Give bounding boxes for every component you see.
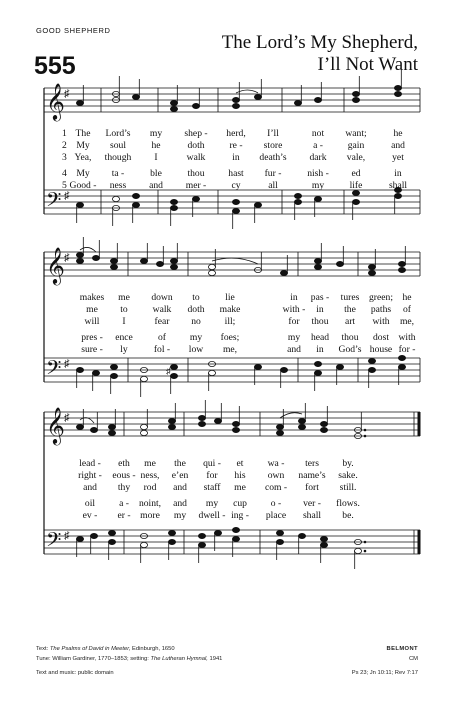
lyric-syllable: walk <box>152 304 172 315</box>
text-credit: Text: The Psalms of David in Meeter, Edinburgh, 1650 <box>36 646 175 652</box>
tune-credit: Tune: William Gardiner, 1770–1853; setting: The Lutheran Hymnal, 1941 <box>36 656 223 662</box>
lyric-syllable: low <box>188 344 204 355</box>
lyric-syllable: store <box>263 140 283 151</box>
scripture-reference: Ps 23; Jn 10:11; Rev 7:17 <box>351 670 418 676</box>
lyric-syllable: to <box>192 292 200 303</box>
lyric-syllable: my <box>149 128 163 139</box>
lyric-syllable: shall <box>302 510 322 521</box>
lyric-syllable: My <box>76 168 90 179</box>
verse-number: 4 <box>62 168 67 179</box>
lyric-syllable: staff <box>203 482 221 493</box>
lyric-syllable: ence <box>115 332 133 343</box>
lyric-syllable: nish - <box>307 168 329 179</box>
lyric-syllable: I <box>154 152 158 163</box>
lyric-syllable: he <box>151 140 161 151</box>
lyric-syllable: and <box>83 482 97 493</box>
lyric-syllable: thy <box>117 482 131 493</box>
treble-clef-icon: 𝄞 <box>46 247 65 283</box>
lyric-syllable: ver - <box>303 498 321 509</box>
lyric-syllable: own <box>267 470 285 481</box>
lyric-syllable: me <box>86 304 98 315</box>
lyric-syllable: makes <box>79 292 105 303</box>
lyric-syllable: sure - <box>81 344 103 355</box>
lyric-syllable: ing - <box>231 510 249 521</box>
lyric-syllable: ness, <box>140 470 160 481</box>
notes <box>76 237 405 397</box>
lyric-syllable: thou <box>311 316 329 327</box>
lyric-syllable: with <box>398 332 416 343</box>
lyric-syllable: though <box>104 152 132 163</box>
lyric-syllable: cup <box>233 498 247 509</box>
lyric-syllable: by. <box>342 458 354 469</box>
lyric-syllable: in <box>290 292 298 303</box>
lyric-syllable: no <box>191 316 201 327</box>
lyric-syllable: wa - <box>267 458 285 469</box>
bass-clef-icon: 𝄢 <box>46 358 62 384</box>
lyric-syllable: walk <box>186 152 206 163</box>
lyric-syllable: God’s <box>338 344 362 355</box>
lyric-syllable: herd, <box>226 128 246 139</box>
lyric-syllable: the <box>344 304 356 315</box>
lyric-syllable: head <box>310 332 330 343</box>
verse-number: 5 <box>62 180 67 191</box>
lyric-syllable: my <box>311 180 325 191</box>
sharp-accidental-icon: ♯ <box>166 366 171 376</box>
lyric-syllable: in <box>316 304 324 315</box>
lyric-syllable: for <box>288 316 300 327</box>
lyric-syllable: and <box>287 344 301 355</box>
lyric-syllable: flows. <box>336 498 360 509</box>
hymn-number: 555 <box>34 52 76 80</box>
key-signature-sharp-icon: ♯ <box>64 252 70 264</box>
lyric-syllable: foes; <box>220 332 240 343</box>
lyric-syllable: will <box>84 316 100 327</box>
lyric-syllable: ev - <box>82 510 98 521</box>
lyric-syllable: fur - <box>264 168 282 179</box>
meter: CM <box>408 656 418 662</box>
lyric-syllable: be. <box>342 510 354 521</box>
lyric-syllable: fort <box>305 482 319 493</box>
lyric-syllable: et <box>236 458 244 469</box>
lyric-syllable: for - <box>398 344 416 355</box>
lyric-syllable: ill; <box>224 316 236 327</box>
lyric-syllable: I <box>122 316 126 327</box>
verse-number: 1 <box>62 128 67 139</box>
lyric-syllable: more <box>140 510 160 521</box>
lyric-syllable: and <box>173 482 187 493</box>
lyric-syllable: paths <box>370 304 392 315</box>
lyric-syllable: my <box>205 498 219 509</box>
lyric-syllable: ble <box>150 168 162 179</box>
key-signature-sharp-icon: ♯ <box>64 358 70 370</box>
lyric-syllable: right - <box>78 470 102 481</box>
lyric-syllable: me, <box>399 316 415 327</box>
copyright-notice: Text and music: public domain <box>36 670 114 676</box>
lyric-syllable: Good - <box>69 180 97 191</box>
lyric-syllable: hast <box>228 168 244 179</box>
key-signature-sharp-icon: ♯ <box>64 530 70 542</box>
key-signature-sharp-icon: ♯ <box>64 412 70 424</box>
lyric-syllable: tures <box>340 292 360 303</box>
key-signature-sharp-icon: ♯ <box>64 190 70 202</box>
lyric-syllable: me <box>234 482 246 493</box>
hymn-title-line1: The Lord’s My Shepherd, <box>221 32 418 53</box>
bass-clef-icon: 𝄢 <box>46 530 62 556</box>
lyric-syllable: com - <box>264 482 288 493</box>
lyric-syllable: me <box>144 458 156 469</box>
lyric-syllable: down <box>151 292 173 303</box>
lyric-syllable: yet <box>392 152 404 163</box>
lyric-syllable: eth <box>118 458 130 469</box>
lyric-syllable: and <box>173 498 187 509</box>
lyric-syllable: gain <box>347 140 365 151</box>
lyric-syllable: me <box>118 292 130 303</box>
lyric-syllable: cy <box>231 180 241 191</box>
lyric-syllable: and <box>149 180 163 191</box>
lyric-syllable: all <box>268 180 278 191</box>
lyric-syllable: art <box>344 316 356 327</box>
lyric-syllable: pas - <box>310 292 330 303</box>
key-signature-sharp-icon: ♯ <box>64 88 70 100</box>
lyric-syllable: he <box>402 292 412 303</box>
lyric-syllable: in <box>232 152 240 163</box>
lyric-syllable: to <box>120 304 128 315</box>
lyric-syllable: shall <box>388 180 408 191</box>
lyric-syllable: I’ll <box>267 128 279 139</box>
lyric-syllable: vale, <box>346 152 366 163</box>
lyric-syllable: e’en <box>171 470 189 481</box>
lyric-syllable: dwell - <box>198 510 226 521</box>
lyric-syllable: doth <box>187 304 205 315</box>
lyric-syllable: the <box>174 458 186 469</box>
lyric-syllable: want; <box>345 128 367 139</box>
lyric-syllable: lie <box>225 292 235 303</box>
lyric-syllable: re - <box>229 140 243 151</box>
lyric-syllable: ta - <box>111 168 125 179</box>
bass-clef-icon: 𝄢 <box>46 190 62 216</box>
lyric-syllable: green; <box>369 292 393 303</box>
lyric-syllable: with <box>372 316 390 327</box>
lyric-syllable: with - <box>282 304 306 315</box>
lyric-syllable: still. <box>339 482 357 493</box>
lyric-syllable: er - <box>117 510 131 521</box>
treble-clef-icon: 𝄞 <box>46 407 65 443</box>
lyric-syllable: ed <box>351 168 361 179</box>
lyric-syllable: thou <box>341 332 359 343</box>
lyric-syllable: life <box>349 180 363 191</box>
verse-number: 3 <box>62 152 67 163</box>
lyric-syllable: house <box>369 344 393 355</box>
lyric-syllable: sake. <box>338 470 358 481</box>
lyric-syllable: my <box>287 332 301 343</box>
lyric-syllable: noint, <box>138 498 162 509</box>
lyric-syllable: mer - <box>185 180 207 191</box>
lyric-syllable: place <box>265 510 287 521</box>
lyric-syllable: doth <box>187 140 205 151</box>
lyric-syllable: dark <box>309 152 327 163</box>
lyric-syllable: death’s <box>259 152 287 163</box>
lyric-syllable: fol - <box>153 344 171 355</box>
lyric-syllable: fear <box>154 316 170 327</box>
lyric-syllable: Yea, <box>74 152 92 163</box>
treble-clef-icon: 𝄞 <box>46 83 65 119</box>
lyric-syllable: eous - <box>112 470 136 481</box>
lyric-syllable: his <box>234 470 246 481</box>
lyric-syllable: pres - <box>81 332 103 343</box>
lyric-syllable: Lord’s <box>105 128 131 139</box>
lyric-syllable: shep - <box>184 128 208 139</box>
lyric-syllable: ters <box>305 458 319 469</box>
lyric-syllable: for <box>206 470 218 481</box>
hymn-title-line2: I’ll Not Want <box>317 54 418 75</box>
lyric-syllable: dost <box>373 332 389 343</box>
lyric-syllable: me, <box>222 344 238 355</box>
lyric-syllable: oil <box>84 498 96 509</box>
lyric-syllable: in <box>316 344 324 355</box>
lyric-syllable: not <box>311 128 325 139</box>
lyric-syllable: my <box>173 510 187 521</box>
lyric-syllable: make <box>219 304 241 315</box>
lyric-syllable: a - <box>313 140 323 151</box>
verse-number: 2 <box>62 140 67 151</box>
lyric-syllable: name’s <box>298 470 326 481</box>
lyric-syllable: soul <box>110 140 126 151</box>
lyric-syllable: of <box>403 304 411 315</box>
lyric-syllable: The <box>75 128 91 139</box>
lyric-syllable: rod <box>143 482 157 493</box>
lyric-syllable: he <box>393 128 403 139</box>
lyric-syllable: in <box>394 168 402 179</box>
lyric-syllable: lead - <box>79 458 101 469</box>
lyric-syllable: and <box>391 140 405 151</box>
tune-name: BELMONT <box>386 646 418 652</box>
lyric-syllable: a - <box>119 498 129 509</box>
lyric-syllable: qui - <box>203 458 221 469</box>
lyric-syllable: thou <box>187 168 205 179</box>
lyric-syllable: of <box>158 332 166 343</box>
lyric-syllable: My <box>76 140 90 151</box>
lyric-syllable: o - <box>270 498 282 509</box>
section-label: GOOD SHEPHERD <box>36 26 111 35</box>
lyric-syllable: my <box>189 332 203 343</box>
lyric-syllable: ness <box>109 180 127 191</box>
lyric-syllable: ly <box>120 344 128 355</box>
